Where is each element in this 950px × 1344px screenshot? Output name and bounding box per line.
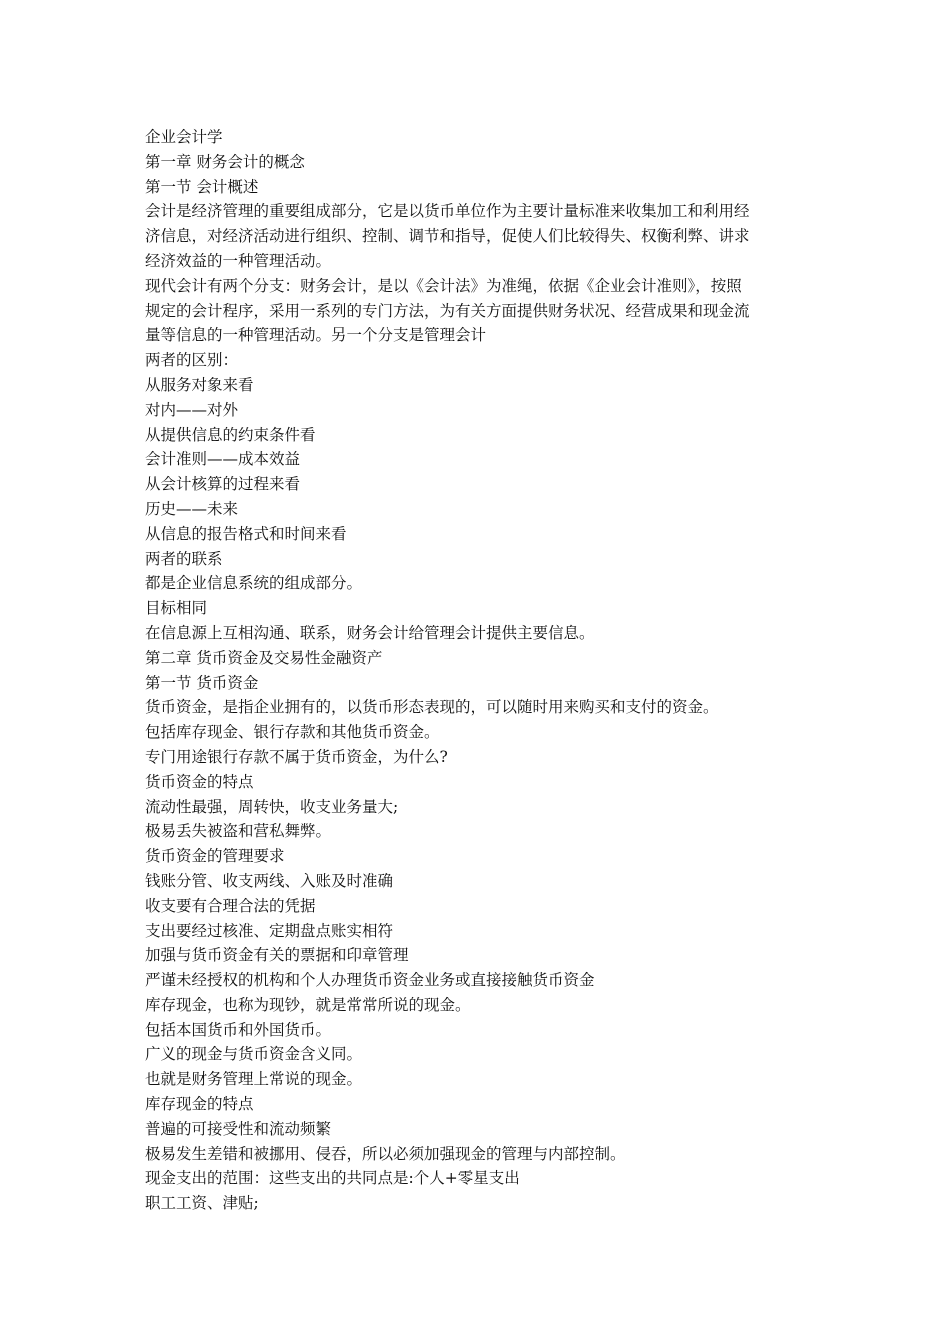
text-line: 从信息的报告格式和时间来看 [145,524,347,543]
section-heading: 第一节 货币资金 [145,673,259,692]
text-line: 专门用途银行存款不属于货币资金，为什么? [145,747,448,766]
document-page [145,125,815,1216]
text-line: 现金支出的范围：这些支出的共同点是:个人+零星支出 [145,1169,520,1188]
paragraph-line: 会计是经济管理的重要组成部分，它是以货币单位作为主要计量标准来收集加工和利用经 [145,202,750,221]
text-line: 包括本国货币和外国货币。 [145,1020,332,1039]
text-line: 极易发生差错和被挪用、侵吞，所以必须加强现金的管理与内部控制。 [145,1144,626,1163]
text-line: 极易丢失被盗和营私舞弊。 [145,822,332,841]
text-line: 对内——对外 [145,400,239,419]
text-line: 支出要经过核准、定期盘点账实相符 [145,921,394,940]
text-line: 库存现金，也称为现钞，就是常常所说的现金。 [145,995,471,1014]
text-line: 两者的联系 [145,549,223,568]
chapter-1-heading: 第一章 财务会计的概念 [145,152,305,171]
text-line: 两者的区别： [145,351,239,370]
text-line: 普遍的可接受性和流动频繁 [145,1119,332,1138]
text-line: 流动性最强，周转快，收支业务量大; [145,797,399,816]
text-line: 加强与货币资金有关的票据和印章管理 [145,946,409,965]
text-line: 货币资金的特点 [145,772,254,791]
text-line: 货币资金的管理要求 [145,847,285,866]
text-line: 货币资金，是指企业拥有的，以货币形态表现的，可以随时用来购买和支付的资金。 [145,698,719,717]
text-line: 收支要有合理合法的凭据 [145,896,316,915]
text-line: 包括库存现金、银行存款和其他货币资金。 [145,723,440,742]
text-line: 从会计核算的过程来看 [145,475,301,494]
text-line: 历史——未来 [145,499,239,518]
paragraph-line: 济信息，对经济活动进行组织、控制、调节和指导，促使人们比较得失、权衡利弊、讲求 [145,227,750,246]
text-line: 都是企业信息系统的组成部分。 [145,574,363,593]
text-line: 广义的现金与货币资金含义同。 [145,1045,363,1064]
text-line: 从提供信息的约束条件看 [145,425,316,444]
paragraph-line: 量等信息的一种管理活动。另一个分支是管理会计 [145,326,487,345]
text-line: 库存现金的特点 [145,1095,254,1114]
section-1-heading: 第一节 会计概述 [145,177,259,196]
text-line: 在信息源上互相沟通、联系，财务会计给管理会计提供主要信息。 [145,623,595,642]
document-title: 企业会计学 [145,128,223,146]
text-line: 钱账分管、收支两线、入账及时准确 [145,871,394,890]
text-line: 职工工资、津贴; [145,1194,259,1213]
text-line: 严谨未经授权的机构和个人办理货币资金业务或直接接触货币资金 [145,971,595,990]
paragraph-line: 规定的会计程序，采用一系列的专门方法，为有关方面提供财务状况、经营成果和现金流 [145,301,750,320]
text-line: 会计准则——成本效益 [145,450,301,469]
text-line: 也就是财务管理上常说的现金。 [145,1070,363,1089]
text-line: 目标相同 [145,599,208,618]
paragraph-line: 经济效益的一种管理活动。 [145,251,332,270]
text-line: 从服务对象来看 [145,375,254,394]
paragraph-line: 现代会计有两个分支：财务会计，是以《会计法》为准绳，依据《企业会计准则》，按照 [145,276,742,295]
chapter-2-heading: 第二章 货币资金及交易性金融资产 [145,648,383,667]
